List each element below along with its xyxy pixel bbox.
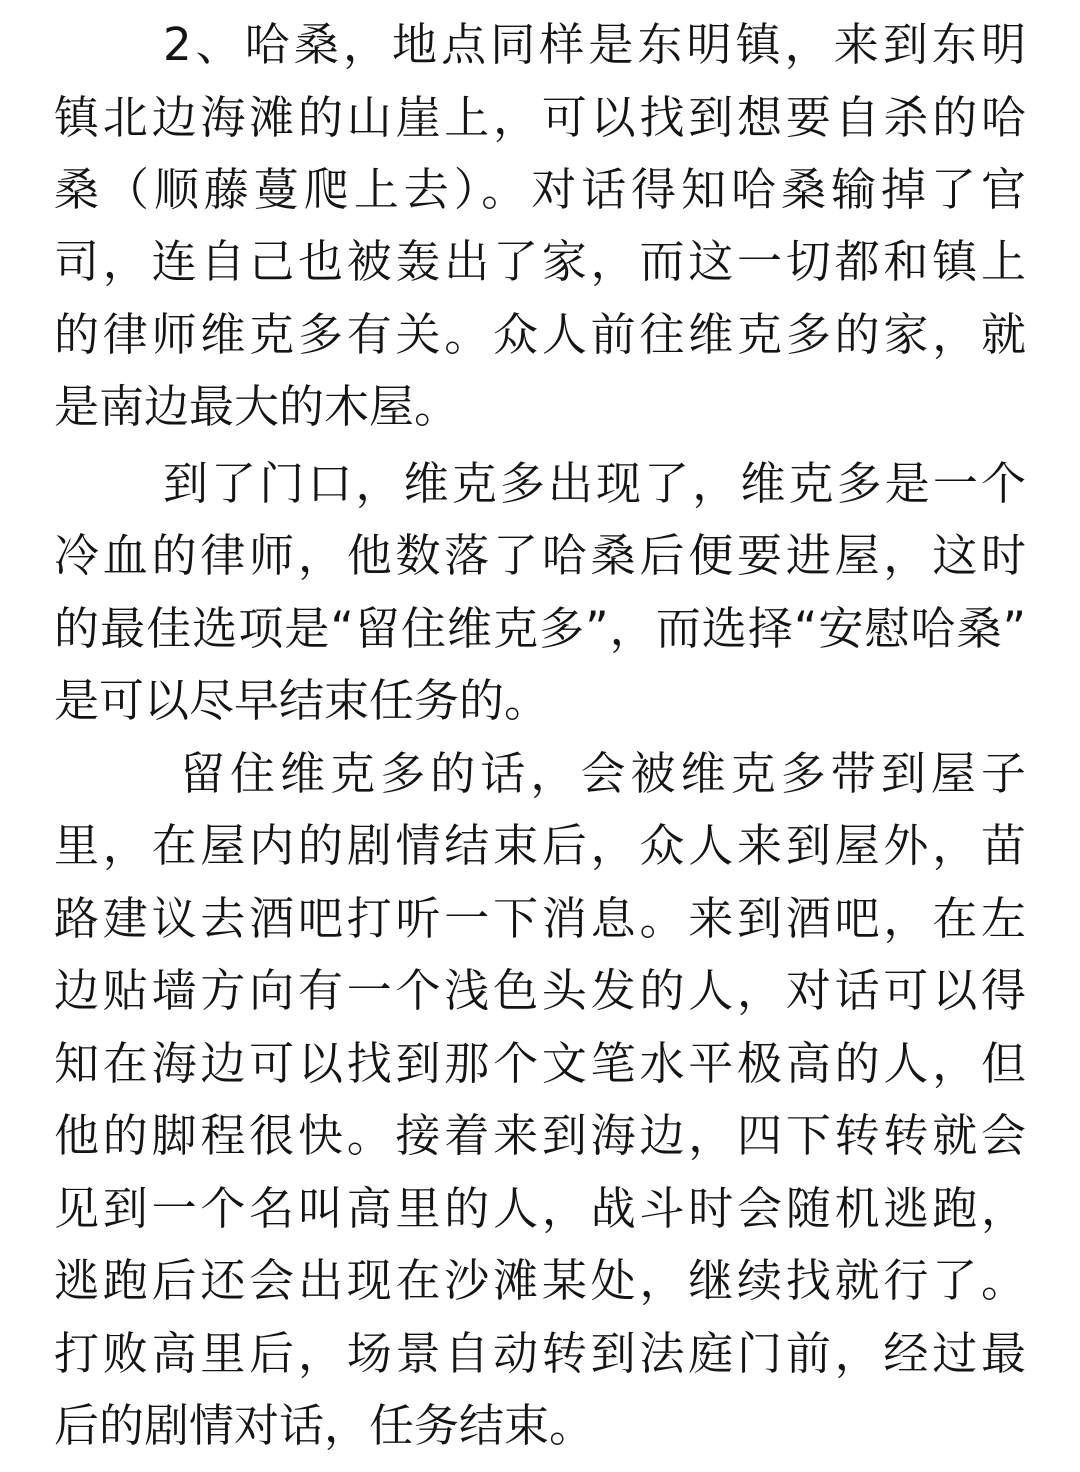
paragraph-2-line-2: 冷血的律师，他数落了哈桑后便要进屋，这时: [54, 529, 1026, 582]
paragraph-3-line-5: 知在海边可以找到那个文笔水平极高的人，但: [54, 1037, 1026, 1090]
paragraph-3-line-6: 他的脚程很快。接着来到海边，四下转转就会: [54, 1109, 1026, 1162]
paragraph-3-line-3: 路建议去酒吧打听一下消息。来到酒吧，在左: [54, 892, 1026, 945]
paragraph-2-line-1: 到了门口，维克多出现了，维克多是一个: [163, 457, 1026, 510]
paragraph-2-line-3: 的最佳选项是“留住维克多”，而选择“安慰哈桑”: [54, 602, 1026, 655]
paragraph-3-line-9: 打败高里后，场景自动转到法庭门前，经过最: [54, 1327, 1026, 1380]
paragraph-1-line-6: 是南边最大的木屋。: [54, 380, 460, 433]
paragraph-1-line-3: 桑（顺藤蔓爬上去）。对话得知哈桑输掉了官: [54, 163, 1026, 216]
paragraph-3-line-2: 里，在屋内的剧情结束后，众人来到屋外，苗: [54, 819, 1026, 872]
paragraph-3-line-1: 留住维克多的话，会被维克多带到屋子: [180, 747, 1026, 800]
paragraph-1-line-5: 的律师维克多有关。众人前往维克多的家，就: [54, 308, 1026, 361]
paragraph-1-line-4: 司，连自己也被轰出了家，而这一切都和镇上: [54, 235, 1026, 288]
paragraph-1-line-2: 镇北边海滩的山崖上，可以找到想要自杀的哈: [54, 91, 1026, 144]
paragraph-3-line-7: 见到一个名叫高里的人，战斗时会随机逃跑，: [54, 1182, 1026, 1235]
paragraph-1-line-1: 2、哈桑，地点同样是东明镇，来到东明: [163, 18, 1026, 71]
paragraph-2-line-4: 是可以尽早结束任务的。: [54, 674, 550, 727]
paragraph-3-line-10: 后的剧情对话，任务结束。: [54, 1399, 595, 1452]
paragraph-3-line-4: 边贴墙方向有一个浅色头发的人，对话可以得: [54, 964, 1026, 1017]
paragraph-3-line-8: 逃跑后还会出现在沙滩某处，继续找就行了。: [54, 1254, 1026, 1307]
